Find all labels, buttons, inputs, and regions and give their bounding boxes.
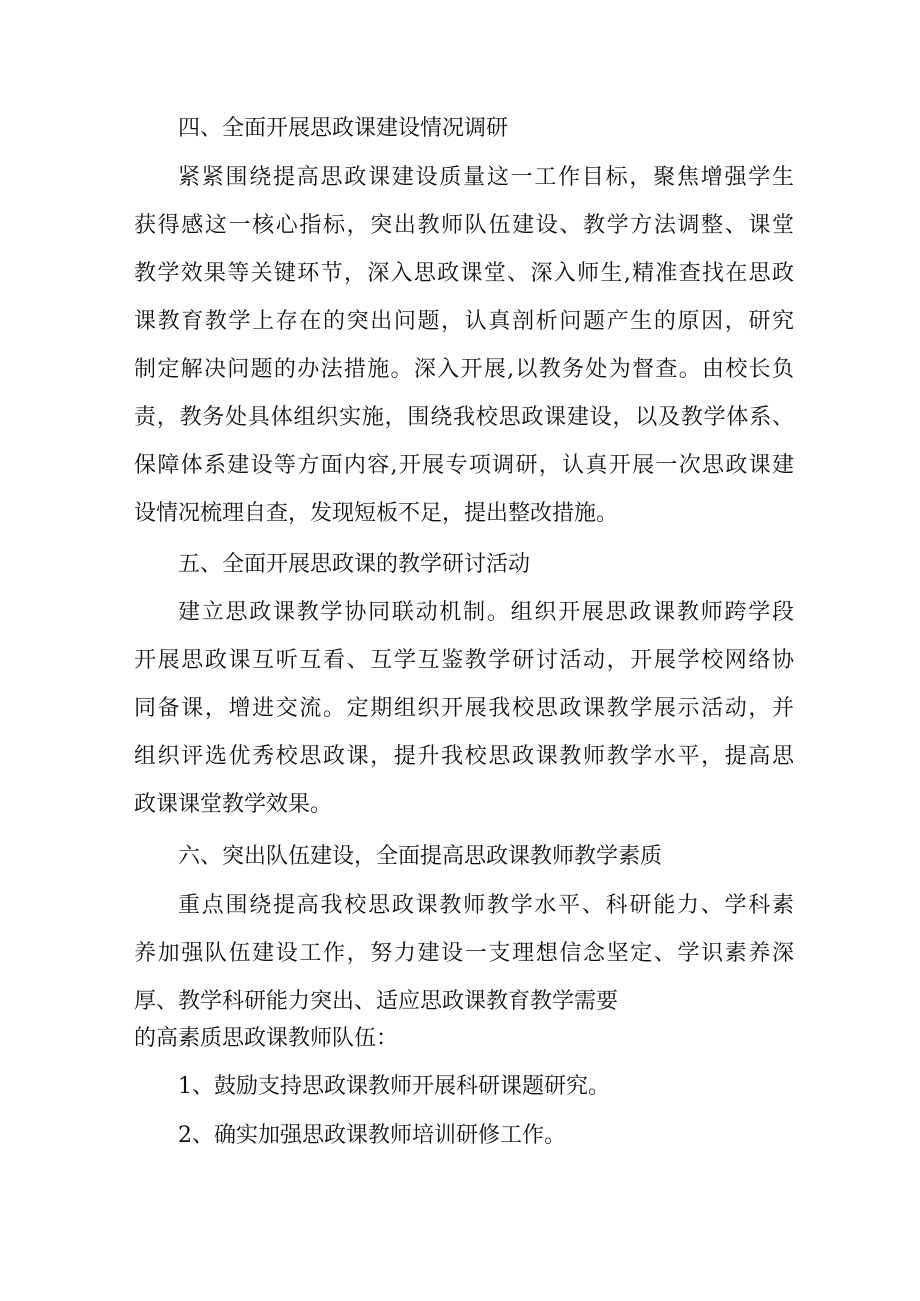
section-5-line-3: 同备课，增进交流。定期组织开展我校思政课教学展示活动，并 (134, 696, 794, 721)
section-5-heading: 五、全面开展思政课的教学研讨活动 (178, 552, 531, 577)
section-6-line-3: 厚、教学科研能力突出、适应思政课教育教学需要 (134, 989, 619, 1014)
section-5-line-2: 开展思政课互听互看、互学互鉴教学研讨活动，开展学校网络协 (134, 648, 794, 673)
section-6-item-1: 1、鼓励支持思政课教师开展科研课题研究。 (178, 1074, 610, 1099)
section-4-line-8: 设情况梳理自查，发现短板不足，提出整改措施。 (134, 501, 619, 526)
section-5-line-5: 政课课堂教学效果。 (134, 792, 333, 817)
section-4-line-3: 教学效果等关键环节，深入思政课堂、深入师生,精准查找在思政 (134, 261, 794, 286)
section-4-line-6: 责，教务处具体组织实施，围绕我校思政课建设，以及教学体系、 (134, 405, 794, 430)
section-4-line-4: 课教育教学上存在的突出问题，认真剖析问题产生的原因，研究 (134, 309, 794, 334)
section-6-item-2: 2、确实加强思政课教师培训研修工作。 (178, 1123, 566, 1148)
section-4-line-1: 紧紧围绕提高思政课建设质量这一工作目标，聚焦增强学生 (178, 165, 794, 190)
section-4-line-5: 制定解决问题的办法措施。深入开展,以教务处为督查。由校长负 (134, 357, 794, 382)
section-5-line-4: 组织评选优秀校思政课，提升我校思政课教师教学水平，提高思 (134, 744, 794, 769)
section-6-line-2: 养加强队伍建设工作，努力建设一支理想信念坚定、学识素养深 (134, 941, 794, 966)
section-6-line-1: 重点围绕提高我校思政课教师教学水平、科研能力、学科素 (178, 893, 794, 918)
section-6-line-4: 的高素质思政课教师队伍： (134, 1026, 399, 1051)
section-6-heading: 六、突出队伍建设，全面提高思政课教师教学素质 (178, 844, 663, 869)
section-4-heading: 四、全面开展思政课建设情况调研 (178, 116, 509, 141)
section-4-line-2: 获得感这一核心指标，突出教师队伍建设、教学方法调整、课堂 (134, 213, 794, 238)
section-5-line-1: 建立思政课教学协同联动机制。组织开展思政课教师跨学段 (178, 600, 794, 625)
section-4-line-7: 保障体系建设等方面内容,开展专项调研，认真开展一次思政课建 (134, 453, 794, 478)
